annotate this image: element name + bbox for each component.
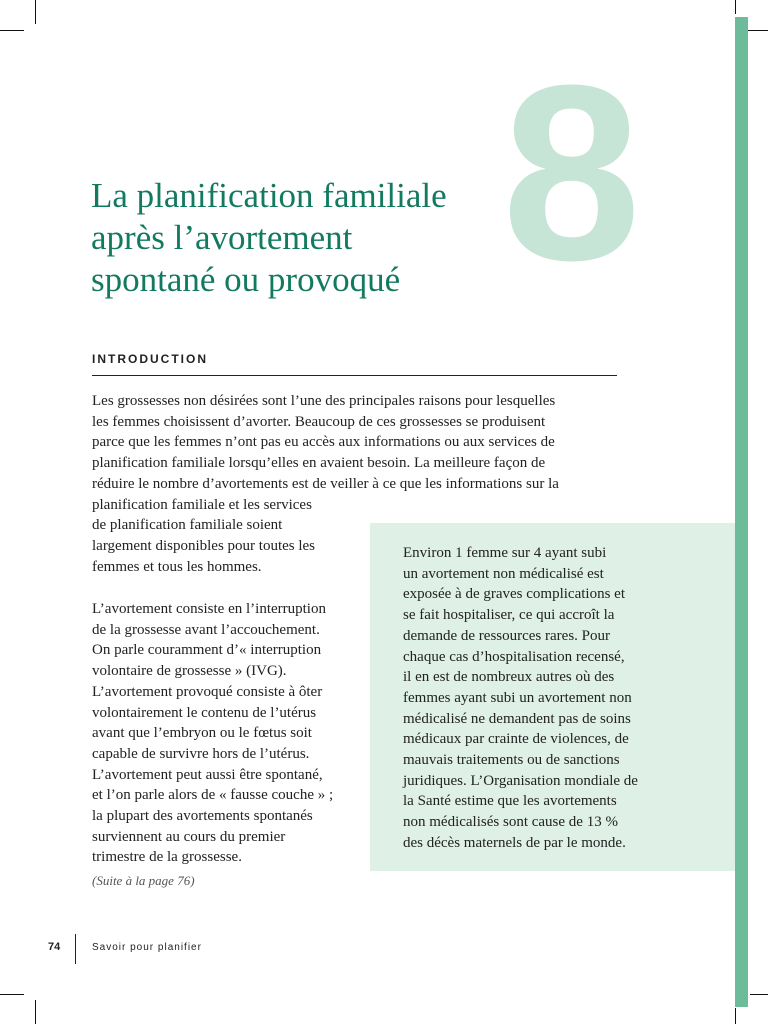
callout-line: Environ 1 femme sur 4 ayant subi	[403, 545, 607, 561]
callout-text	[403, 543, 703, 854]
footer-divider	[75, 934, 76, 964]
text-line: femmes et tous les hommes.	[92, 558, 262, 575]
text-line: planification familiale et les services	[92, 496, 312, 513]
continued-note: (Suite à la page 76)	[92, 873, 195, 888]
chapter-title	[91, 175, 521, 301]
crop-mark-bottom-left-v	[35, 1000, 36, 1024]
text-line: volontaire de grossesse » (IVG).	[92, 663, 287, 680]
text-line: parce que les femmes n’ont pas eu accès aux informations ou aux services de	[92, 434, 555, 451]
callout-line: exposée à de graves complications et	[403, 586, 625, 603]
callout-line: médicalisé ne demandent pas de soins	[403, 710, 631, 727]
callout-line: la Santé estime que les avortements	[403, 793, 617, 810]
title-line: La planification familiale	[91, 176, 447, 215]
text-line: capable de survivre hors de l’utérus.	[92, 745, 310, 762]
callout-line: un avortement non médicalisé est	[403, 565, 604, 582]
crop-mark-top-right-v	[735, 0, 736, 14]
title-line: après l’avortement	[91, 218, 353, 257]
text-line: trimestre de la grossesse.	[92, 849, 242, 866]
text-line: planification familiale lorsqu’elles en avaient besoin. La meilleure façon de	[92, 455, 546, 472]
callout-line: il en est de nombreux autres où des	[403, 669, 615, 686]
page-number: 74	[48, 941, 61, 953]
section-heading: INTRODUCTION	[92, 352, 208, 366]
text-line: L’avortement consiste en l’interruption	[92, 601, 326, 617]
chapter-side-bar	[735, 17, 748, 1007]
text-line: On parle couramment d’« interruption	[92, 642, 322, 659]
text-line: surviennent au cours du premier	[92, 828, 286, 845]
text-line: les femmes choisissent d’avorter. Beaucoup de ces grossesses se produisent	[92, 413, 546, 430]
callout-line: demande de ressources rares. Pour	[403, 627, 611, 644]
text-line: Les grossesses non désirées sont l’une des principales raisons pour lesquelles	[92, 393, 556, 409]
crop-mark-bottom-right-v	[735, 1008, 736, 1024]
crop-mark-bottom-left-h	[0, 994, 24, 995]
crop-mark-bottom-right-h	[750, 994, 768, 995]
callout-line: médicaux par crainte de violences, de	[403, 731, 629, 748]
callout-line: mauvais traitements ou de sanctions	[403, 752, 620, 769]
crop-mark-top-left-v	[35, 0, 36, 24]
text-line: L’avortement peut aussi être spontané,	[92, 766, 323, 783]
text-line: volontairement le contenu de l’utérus	[92, 704, 317, 721]
callout-line: non médicalisés sont cause de 13 %	[403, 814, 618, 831]
statistic-callout-box	[370, 523, 735, 871]
text-line: et l’on parle alors de « fausse couche » ;	[92, 787, 334, 804]
callout-line: chaque cas d’hospitalisation recensé,	[403, 648, 625, 665]
text-line: largement disponibles pour toutes les	[92, 537, 316, 554]
callout-line: des décès maternels de par le monde.	[403, 834, 626, 851]
chapter-number: 8	[502, 33, 642, 312]
intro-paragraph-2	[92, 599, 367, 868]
callout-line: femmes ayant subi un avortement non	[403, 689, 632, 706]
text-line: de la grossesse avant l’accouchement.	[92, 621, 320, 638]
text-line: avant que l’embryon ou le fœtus soit	[92, 725, 312, 742]
text-line: la plupart des avortements spontanés	[92, 808, 313, 825]
running-footer-title: Savoir pour planifier	[92, 942, 202, 953]
callout-line: se fait hospitaliser, ce qui accroît la	[403, 607, 615, 624]
crop-mark-top-left-h	[0, 30, 24, 31]
section-divider	[92, 375, 617, 376]
text-line: de planification familiale soient	[92, 517, 283, 534]
text-line: L’avortement provoqué consiste à ôter	[92, 683, 323, 700]
text-line: réduire le nombre d’avortements est de veiller à ce que les informations sur la	[92, 475, 559, 492]
title-line: spontané ou provoqué	[91, 260, 401, 299]
callout-line: juridiques. L’Organisation mondiale de	[403, 772, 638, 789]
